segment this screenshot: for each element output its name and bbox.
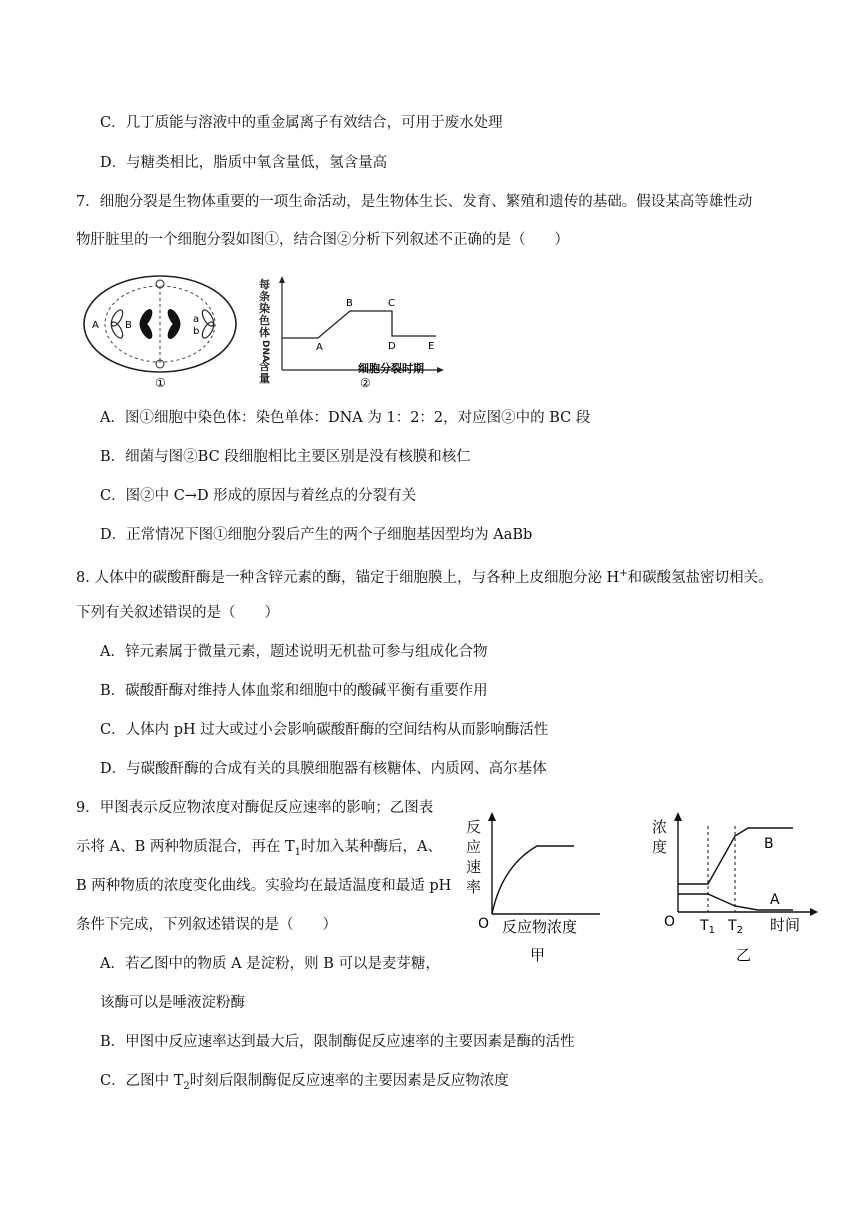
jia-origin: O <box>478 916 490 932</box>
rate-curve <box>492 846 574 914</box>
point-c-label: C <box>388 298 395 309</box>
svg-text:染: 染 <box>259 302 270 315</box>
q8-stem-line2: 下列有关叙述错误的是（ ） <box>76 605 279 621</box>
series-a-label: A <box>770 892 780 908</box>
series-b-label: B <box>764 836 774 852</box>
figure-caption-2: ② <box>360 376 371 390</box>
yi-y-axis-label <box>652 818 667 856</box>
q8-option-c: C．人体内 pH 过大或过小会影响碳酸酐酶的空间结构从而影响酶活性 <box>100 722 549 738</box>
q6-option-d: D．与糖类相比，脂质中氧含量低，氢含量高 <box>100 155 388 171</box>
jia-x-axis-label: 反应物浓度 <box>502 918 578 936</box>
svg-text:速: 速 <box>466 858 482 876</box>
svg-text:量: 量 <box>259 372 270 385</box>
q8-option-a: A．锌元素属于微量元素，题述说明无机盐可参与组成化合物 <box>100 644 488 660</box>
yi-x-axis-label: 时间 <box>770 916 801 934</box>
q9-option-a-line1: A．若乙图中的物质 A 是淀粉，则 B 可以是麦芽糖， <box>100 956 441 972</box>
svg-text:每: 每 <box>259 278 270 291</box>
cell-division-figure <box>80 272 240 392</box>
svg-text:色: 色 <box>259 314 270 327</box>
q6-option-c: C．几丁质能与溶液中的重金属离子有效结合，可用于废水处理 <box>100 115 503 131</box>
point-d-label: D <box>388 341 396 352</box>
q7-option-c: C．图②中 C→D 形成的原因与着丝点的分裂有关 <box>100 488 417 504</box>
centriole-bottom <box>156 360 164 368</box>
q9-option-a-line2: 该酶可以是唾液淀粉酶 <box>100 995 245 1011</box>
svg-text:浓: 浓 <box>652 818 668 836</box>
chromosome-right <box>200 308 216 340</box>
svg-text:条: 条 <box>259 290 270 303</box>
svg-text:体: 体 <box>259 326 270 339</box>
q7-stem-line1: 7．细胞分裂是生物体重要的一项生命活动，是生物体生长、发育、繁殖和遗传的基础。假设某高等雄性动 <box>76 194 753 210</box>
q9-option-b: B．甲图中反应速率达到最大后，限制酶促反应速率的主要因素是酶的活性 <box>100 1034 575 1050</box>
q9-stem-line3: B 两种物质的浓度变化曲线。实验均在最适温度和最适 pH <box>76 878 452 894</box>
t1-label: $T_1$ <box>700 918 715 936</box>
q8-option-d: D．与碳酸酐酶的合成有关的具膜细胞器有核糖体、内质网、高尔基体 <box>100 761 547 777</box>
q7-option-b: B．细菌与图②BC 段细胞相比主要区别是没有核膜和核仁 <box>100 449 471 465</box>
q8-stem-line1: 8. 人体中的碳酸酐酶是一种含锌元素的酶，锚定于细胞膜上，与各种上皮细胞分泌 H+和碳酸氢盐密切相关。 <box>76 568 773 586</box>
point-e-label: E <box>428 341 435 352</box>
gene-label-A: A <box>92 320 99 331</box>
t2-label: $T_2$ <box>728 918 743 936</box>
jia-y-axis-label <box>466 818 481 896</box>
gene-label-b: b <box>193 326 200 337</box>
y-axis-label <box>259 277 270 385</box>
svg-text:率: 率 <box>466 878 482 896</box>
q9-stem-line2: 示将 A、B 两种物质混合，再在 $T_1$时加入某种酶后，A、 <box>76 839 442 858</box>
q7-option-d: D．正常情况下图①细胞分裂后产生的两个子细胞基因型均为 AaBb <box>100 527 533 543</box>
dna-curve <box>282 311 436 338</box>
x-axis-label: 细胞分裂时期 <box>358 362 424 375</box>
reaction-rate-graph <box>462 806 612 966</box>
figure-caption-1: ① <box>155 376 166 390</box>
q8-option-b: B．碳酸酐酶对维持人体血浆和细胞中的酸碱平衡有重要作用 <box>100 683 488 699</box>
svg-text:应: 应 <box>466 838 482 856</box>
svg-text:含: 含 <box>259 360 270 373</box>
q9-stem-line4: 条件下完成，下列叙述错误的是（ ） <box>76 917 337 933</box>
gene-label-B: B <box>125 320 132 331</box>
point-b-label: B <box>346 298 353 309</box>
svg-text:DNA: DNA <box>260 340 270 362</box>
chromosome-left <box>109 308 125 340</box>
concentration-graph <box>648 806 818 966</box>
point-a-label: A <box>316 342 323 353</box>
gene-label-a: a <box>193 314 200 325</box>
yi-caption: 乙 <box>736 946 752 964</box>
q9-option-c: C．乙图中 $T_2$时刻后限制酶促反应速率的主要因素是反应物浓度 <box>100 1073 509 1092</box>
dna-content-graph <box>250 274 450 390</box>
svg-text:度: 度 <box>652 838 668 856</box>
svg-text:反: 反 <box>466 818 482 836</box>
jia-caption: 甲 <box>530 946 546 964</box>
q7-stem-line2: 物肝脏里的一个细胞分裂如图①，结合图②分析下列叙述不正确的是（ ） <box>76 232 569 248</box>
q7-option-a: A．图①细胞中染色体：染色单体：DNA 为 1：2：2，对应图②中的 BC 段 <box>100 410 591 426</box>
yi-origin: O <box>664 914 676 930</box>
q9-stem-line1: 9．甲图表示反应物浓度对酶促反应速率的影响；乙图表 <box>76 800 434 816</box>
